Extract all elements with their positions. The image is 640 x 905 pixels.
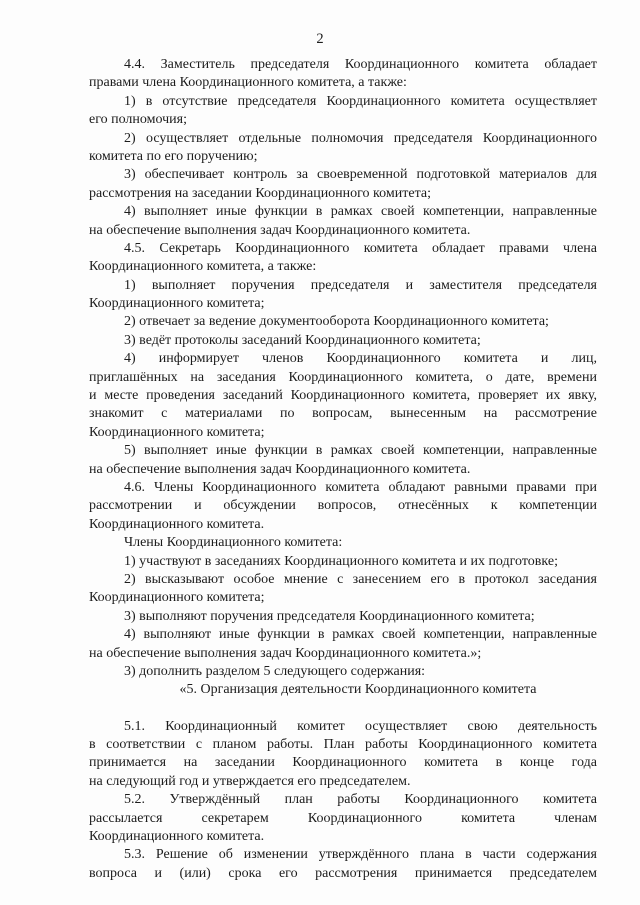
text-line: Члены Координационного комитета: [124,535,343,551]
text-line: Координационного комитета, а также: [89,259,317,275]
text-line: его полномочия; [89,112,187,128]
text-line: 1) в отсутствие председателя Координационного комитета осуществляет [124,93,597,109]
text-line: 4.6. Члены Координационного комитета обладают равными правами при [124,479,597,495]
lines-after-heading [89,718,597,884]
text-line: вопроса и (или) срока его рассмотрения принимается председателем [89,865,597,881]
blank-line [89,700,597,718]
text-line: знакомит с материалами по вопросам, вынесенным на рассмотрение [89,406,597,422]
lines-before-heading [89,56,597,681]
text-line: 4.5. Секретарь Координационного комитета обладает правами члена [124,240,597,256]
text-line: рассылается секретарем Координационного комитета членам [89,810,597,826]
text-line: Координационного комитета; [89,424,265,440]
text-line: на обеспечение выполнения задач Координационного комитета. [89,222,471,238]
text-line: и месте проведения заседаний Координационного комитета, проверяет их явку, [89,388,597,404]
text-line: 2) осуществляет отдельные полномочия председателя Координационного [124,130,597,146]
text-line: Координационного комитета. [89,516,265,532]
text-line: принимается на заседании Координационного комитета в конце года [89,755,597,771]
text-line: 4) выполняют иные функции в рамках своей компетенции, направленные [124,627,597,643]
text-line: рассмотрения на заседании Координационного комитета; [89,185,431,201]
text-line: 1) участвуют в заседаниях Координационного комитета и их подготовке; [124,553,558,569]
section-heading: «5. Организация деятельности Координационного комитета [179,682,537,698]
text-line: комитета по его поручению; [89,148,258,164]
text-line: 3) обеспечивает контроль за своевременной подготовкой материалов для [124,167,597,183]
text-line: 5.1. Координационный комитет осуществляет свою деятельность [124,718,597,734]
text-line: 1) выполняет поручения председателя и заместителя председателя [124,277,597,293]
text-line: 2) высказывают особое мнение с занесением его в протокол заседания [124,571,597,587]
text-line: Координационного комитета. [89,829,265,845]
text-line: Координационного комитета; [89,296,265,312]
text-line: 3) дополнить разделом 5 следующего содержания: [124,663,426,679]
text-line: 5.2. Утверждённый план работы Координационного комитета [124,792,597,808]
text-line: в соответствии с планом работы. План работы Координационного комитета [89,737,597,753]
text-line: рассмотрении и обсуждении вопросов, отнесённых к компетенции [89,498,597,514]
text-line: правами члена Координационного комитета, а также: [89,75,407,91]
text-line: 2) отвечает за ведение документооборота Координационного комитета; [124,314,549,330]
text-line: 4) выполняет иные функции в рамках своей компетенции, направленные [124,204,597,220]
text-line: 3) ведёт протоколы заседаний Координационного комитета; [124,332,481,348]
text-line: на обеспечение выполнения задач Координационного комитета.»; [89,645,482,661]
text-line: 5.3. Решение об изменении утверждённого плана в части содержания [124,847,597,863]
page-number: 2 [316,31,324,47]
text-line: на обеспечение выполнения задач Координационного комитета. [89,461,471,477]
text-line: приглашённых на заседания Координационного комитета, о дате, времени [89,369,597,385]
text-line: 4.4. Заместитель председателя Координационного комитета обладает [124,57,597,72]
text-line: Координационного комитета; [89,590,265,606]
document-body [89,56,597,883]
text-line: на следующий год и утверждается его председателем. [89,773,411,789]
text-line: 3) выполняют поручения председателя Координационного комитета; [124,608,535,624]
text-line: 5) выполняет иные функции в рамках своей компетенции, направленные [124,443,597,459]
text-line: 4) информирует членов Координационного комитета и лиц, [124,351,597,367]
